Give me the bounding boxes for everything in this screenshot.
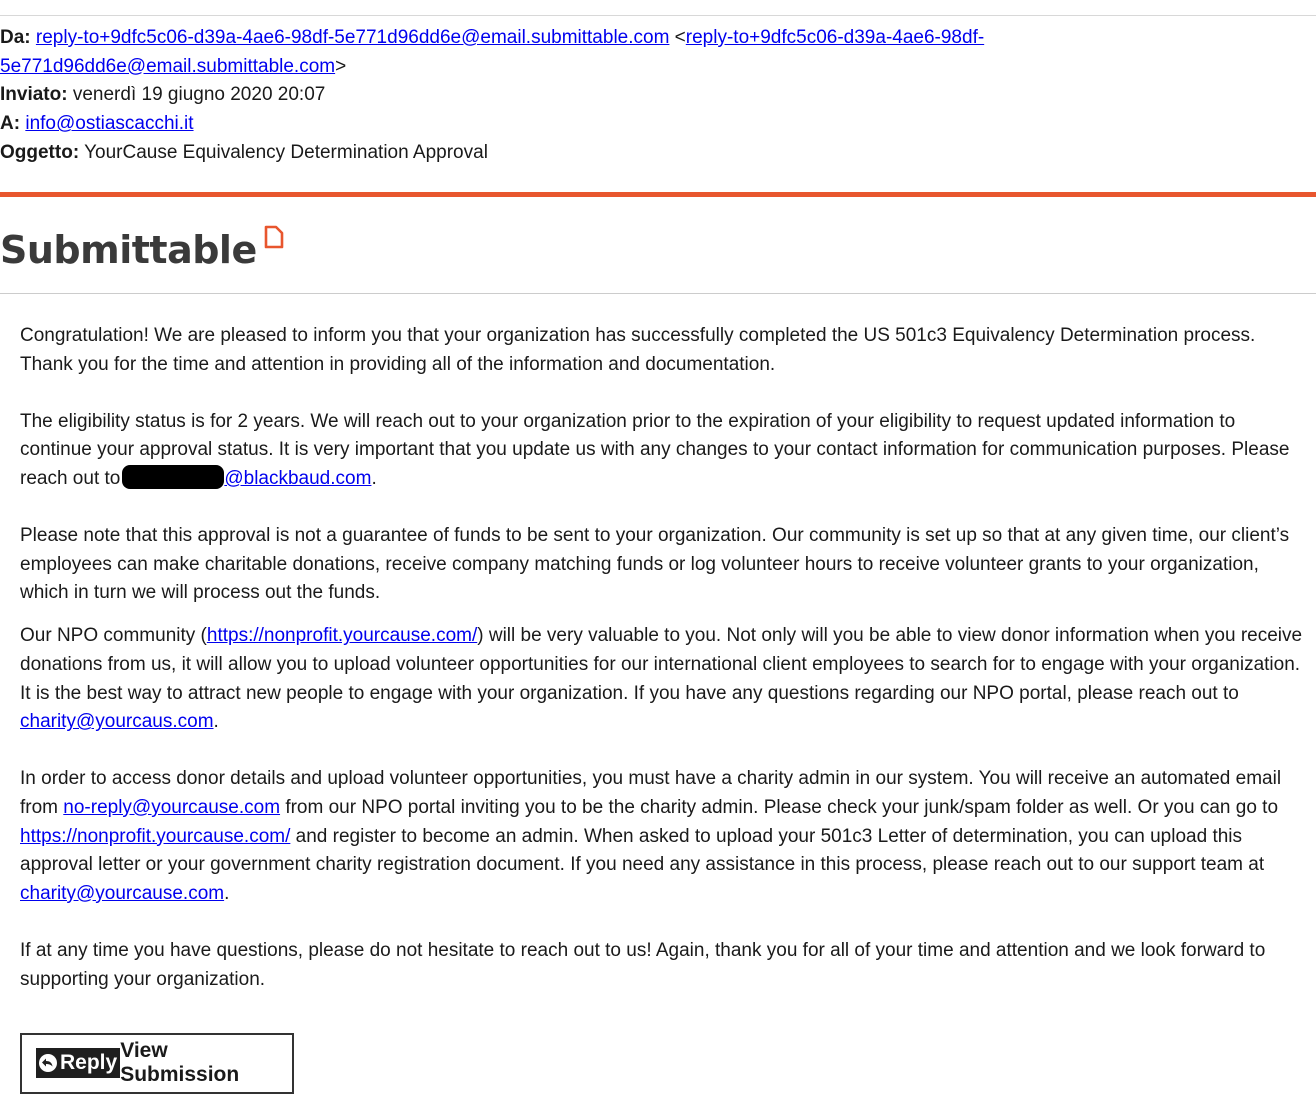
view-submission-button[interactable]	[20, 1033, 294, 1094]
to-address-link[interactable]: info@ostiascacchi.it	[25, 113, 194, 135]
logo-divider	[0, 293, 1316, 294]
from-address-link[interactable]: reply-to+9dfc5c06-d39a-4ae6-98df-5e771d96dd6e@email.submittable.com	[35, 27, 670, 48]
from-label: Da:	[0, 27, 31, 48]
from-address-bracket-link-part1[interactable]: reply-to+9dfc5c06-d39a-4ae6-98df-	[685, 27, 985, 48]
npo-text-a: Our NPO community (	[20, 625, 207, 647]
blackbaud-email-link[interactable]: @blackbaud.com	[224, 467, 372, 489]
submittable-logo-icon	[263, 224, 285, 255]
nonprofit-portal-link[interactable]: https://nonprofit.yourcause.com/	[206, 625, 478, 647]
admin-end: .	[224, 882, 230, 904]
from-line: Da: reply-to+9dfc5c06-d39a-4ae6-98df-5e771d96dd6e@email.submittable.com <reply-to+9dfc5c06-d39a-4ae6-98df- 5e771d96dd6e@email.submittable.com>	[0, 27, 985, 77]
from-address-bracket-link-part2[interactable]: 5e771d96dd6e@email.submittable.com	[0, 55, 336, 77]
submittable-logo	[0, 224, 285, 274]
subject-line	[0, 139, 1300, 168]
to-label: A:	[0, 113, 21, 135]
paragraph-npo-community	[20, 622, 1305, 736]
paragraph-approval-note: Please note that this approval is not a guarantee of funds to be sent to your organization. Our community is set up so that at any given time, our client’s employees can make charitable donations, receive company matching funds or log volunteer hours to receive volunteer grants to your organization, which in turn we will process out the funds.	[20, 525, 1290, 604]
top-divider	[0, 15, 1316, 16]
paragraph-congratulation: Congratulation! We are pleased to inform you that your organization has successfully completed the US 501c3 Equivalency Determination process. Thank you for the time and attention in providing all of the information and documentation.	[20, 325, 1256, 375]
subject-value: YourCause Equivalency Determination Approval	[84, 141, 488, 163]
view-submission-label: View Submission	[120, 1038, 240, 1086]
sent-value: venerdì 19 giugno 2020 20:07	[72, 84, 326, 106]
npo-end: .	[213, 711, 219, 733]
sent-label: Inviato:	[0, 84, 68, 106]
reply-arrow-icon	[38, 1053, 58, 1073]
admin-text-c: and register to become an admin. When asked to upload your 501c3 Letter of determination, you can upload this approval letter or your government charity registration document. If you need any assistance in this process, please reach out to our support team at	[20, 825, 1265, 876]
eligibility-end: .	[371, 467, 377, 489]
eligibility-text: The eligibility status is for 2 years. We will reach out to your organization prior to the expiration of your eligibility to request updated information to continue your approval status. It is very important that you update us with any changes to your contact information for communication purposes. Please reach out to	[20, 410, 1290, 489]
nonprofit-register-link[interactable]: https://nonprofit.yourcause.com/	[20, 825, 291, 847]
subject-label: Oggetto:	[0, 141, 80, 163]
logo-text: Submittable	[0, 228, 257, 272]
brand-accent-bar	[0, 192, 1316, 197]
admin-text-a: In order to access donor details and upload volunteer opportunities, you must have a charity admin in our system. You will receive an automated email from	[20, 768, 1282, 818]
reply-label: Reply	[60, 1050, 118, 1074]
email-body	[20, 322, 1305, 994]
charity-support-link[interactable]: charity@yourcause.com	[20, 882, 225, 904]
sent-line	[0, 81, 1300, 110]
paragraph-eligibility	[20, 408, 1305, 494]
paragraph-closing: If at any time you have questions, please do not hesitate to reach out to us! Again, thank you for all of your time and attention and we look forward to supporting your organization.	[20, 939, 1266, 990]
paragraph-charity-admin	[20, 765, 1305, 908]
admin-text-b: from our NPO portal inviting you to be the charity admin. Please check your junk/spam folder as well. Or you can go to	[280, 797, 1279, 818]
reply-button[interactable]	[36, 1048, 120, 1078]
redacted-block	[122, 465, 224, 489]
charity-yourcaus-link[interactable]: charity@yourcaus.com	[20, 711, 214, 733]
npo-text-b: ) will be very valuable to you. Not only will you be able to view donor information when you receive donations from us, it will allow you to upload volunteer opportunities for our international client employees to search for to engage with your organization. It is the best way to attract new people to engage with your organization. If you have any questions regarding our NPO portal, please reach out to	[20, 625, 1303, 704]
email-headers	[0, 24, 1300, 168]
to-line	[0, 110, 1300, 139]
no-reply-link[interactable]: no-reply@yourcause.com	[63, 797, 281, 818]
